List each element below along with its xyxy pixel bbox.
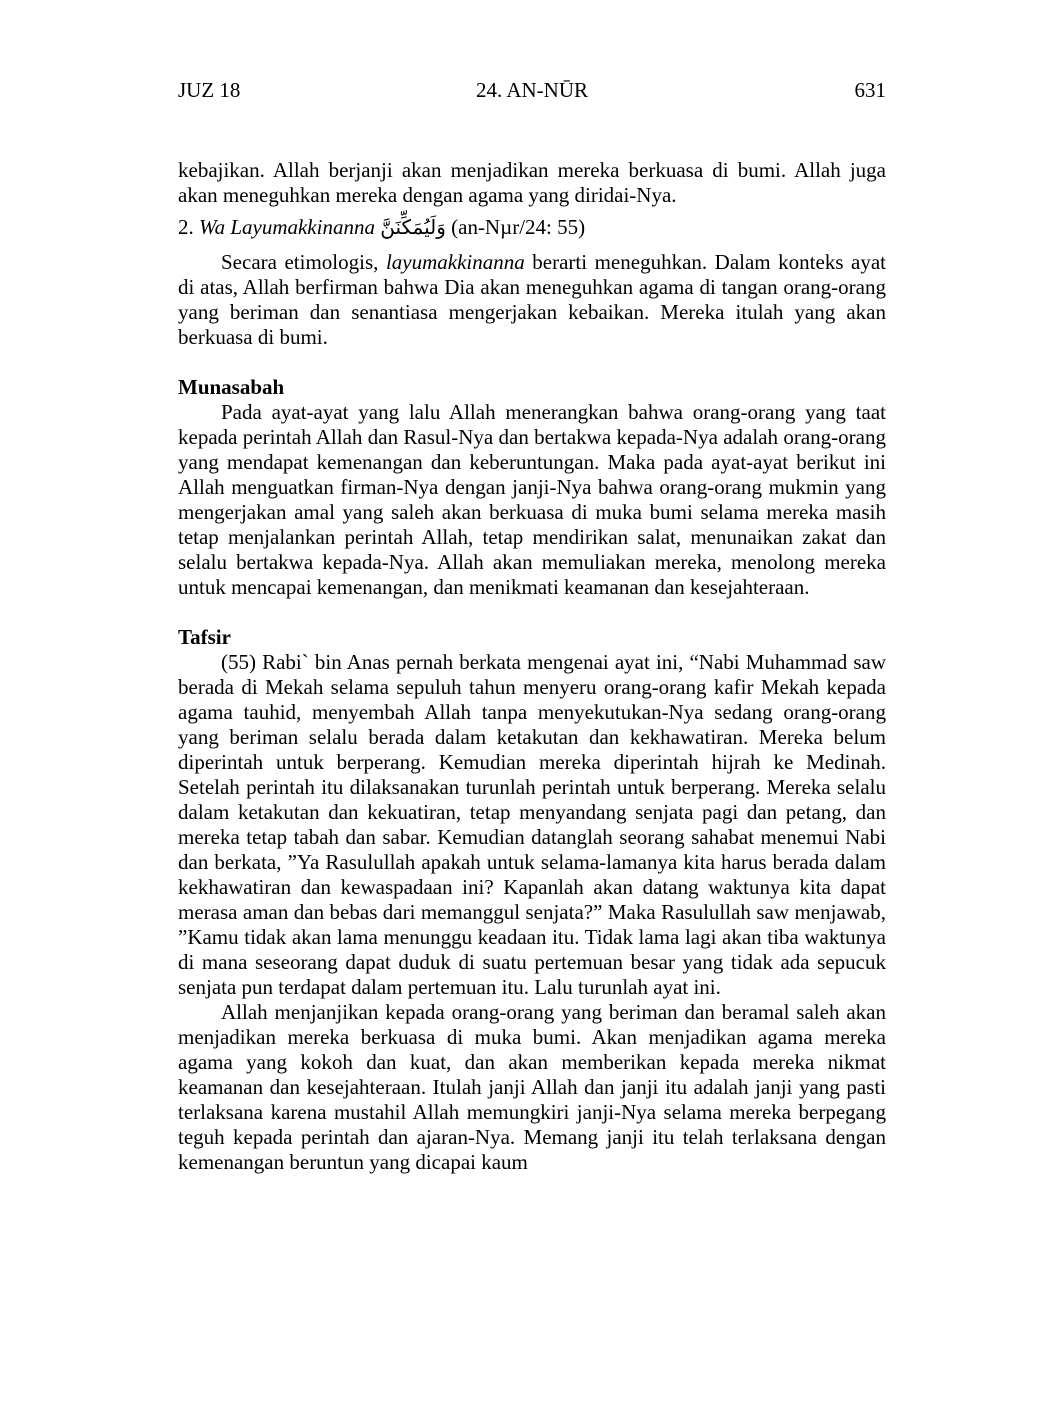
vocab-term: Wa Layumakkinanna [199, 215, 375, 239]
vocab-item [178, 215, 886, 240]
surah-title: 24. AN-NŪR [475, 78, 588, 102]
munasabah-paragraph: Pada ayat-ayat yang lalu Allah menerangkan bahwa orang-orang yang taat kepada perintah Allah dan Rasul-Nya dan bertakwa kepada-Nya adalah orang-orang yang mendapat kemenangan dan keberuntungan. Maka pada ayat-ayat berikut ini Allah menguatkan firman-Nya dengan janji-Nya bahwa orang-orang mukmin yang mengerjakan amal yang saleh akan berkuasa di muka bumi selama mereka masih tetap menjalankan perintah Allah, tetap mendirikan salat, menunaikan zakat dan selalu bertakwa kepada-Nya. Allah akan memuliakan mereka, menolong mereka untuk mencapai kemenangan, dan menikmati keamanan dan kesejahteraan. [178, 400, 886, 599]
tafsir-heading: Tafsir [178, 625, 231, 649]
vocab-explanation-term: layumakkinanna [385, 250, 525, 274]
page-number: 631 [854, 78, 886, 102]
intro-paragraph: kebajikan. Allah berjanji akan menjadikan mereka berkuasa di bumi. Allah juga akan meneguhkan mereka dengan agama yang diridai-Nya. [178, 158, 886, 207]
vocab-explanation-lead: Secara etimologis, [221, 250, 379, 274]
page-body [178, 158, 886, 1175]
page-header [178, 76, 886, 104]
vocab-arabic: وَلَيُمَكِّنَنَّ [380, 215, 446, 239]
munasabah-heading: Munasabah [178, 375, 285, 399]
vocab-explanation-rest: berarti meneguhkan. Dalam konteks ayat di atas, Allah berfirman bahwa Dia akan meneguhkan agama di tangan orang-orang yang beriman dan senantiasa mengerjakan kebaikan. Mereka itulah yang akan berkuasa di bumi. [178, 250, 887, 349]
vocab-reference: (an-Nµr/24: 55) [451, 215, 586, 239]
vocab-number: 2. [178, 215, 194, 239]
tafsir-paragraph-2: Allah menjanjikan kepada orang-orang yang beriman dan beramal saleh akan menjadikan mereka berkuasa di muka bumi. Akan menjadikan agama mereka agama yang kokoh dan kuat, dan akan memberikan kepada mereka nikmat keamanan dan kesejahteraan. Itulah janji Allah dan janji itu adalah janji yang pasti terlaksana karena mustahil Allah memungkiri janji-Nya selama mereka berpegang teguh kepada perintah dan ajaran-Nya. Memang janji itu telah terlaksana dengan kemenangan beruntun yang dicapai kaum [178, 1000, 886, 1174]
vocab-explanation [178, 250, 886, 350]
juz-label: JUZ 18 [178, 78, 241, 102]
tafsir-paragraph-1: (55) Rabi` bin Anas pernah berkata mengenai ayat ini, “Nabi Muhammad saw berada di Mekah selama sepuluh tahun menyeru orang-orang kafir Mekah kepada agama tauhid, menyembah Allah tanpa menyekutukan-Nya sedang orang-orang yang beriman selalu berada dalam ketakutan dan kekhawatiran. Mereka belum diperintah untuk berperang. Kemudian mereka diperintah hijrah ke Medinah. Setelah perintah itu dilaksanakan turunlah perintah untuk berperang. Mereka selalu dalam ketakutan dan kekuatiran, tetap menyandang senjata pagi dan petang, dan mereka tetap tabah dan sabar. Kemudian datanglah seorang sahabat menemui Nabi dan berkata, ”Ya Rasulullah apakah untuk selama-lamanya kita harus berada dalam kekhawatiran dan kewaspadaan ini? Kapanlah akan datang waktunya kita dapat merasa aman dan bebas dari memanggul senjata?” Maka Rasulullah saw menjawab, ”Kamu tidak akan lama menunggu keadaan itu. Tidak lama lagi akan tiba waktunya di mana seseorang dapat duduk di suatu pertemuan besar yang tidak ada sepucuk senjata pun terdapat dalam pertemuan itu. Lalu turunlah ayat ini. [178, 650, 886, 999]
